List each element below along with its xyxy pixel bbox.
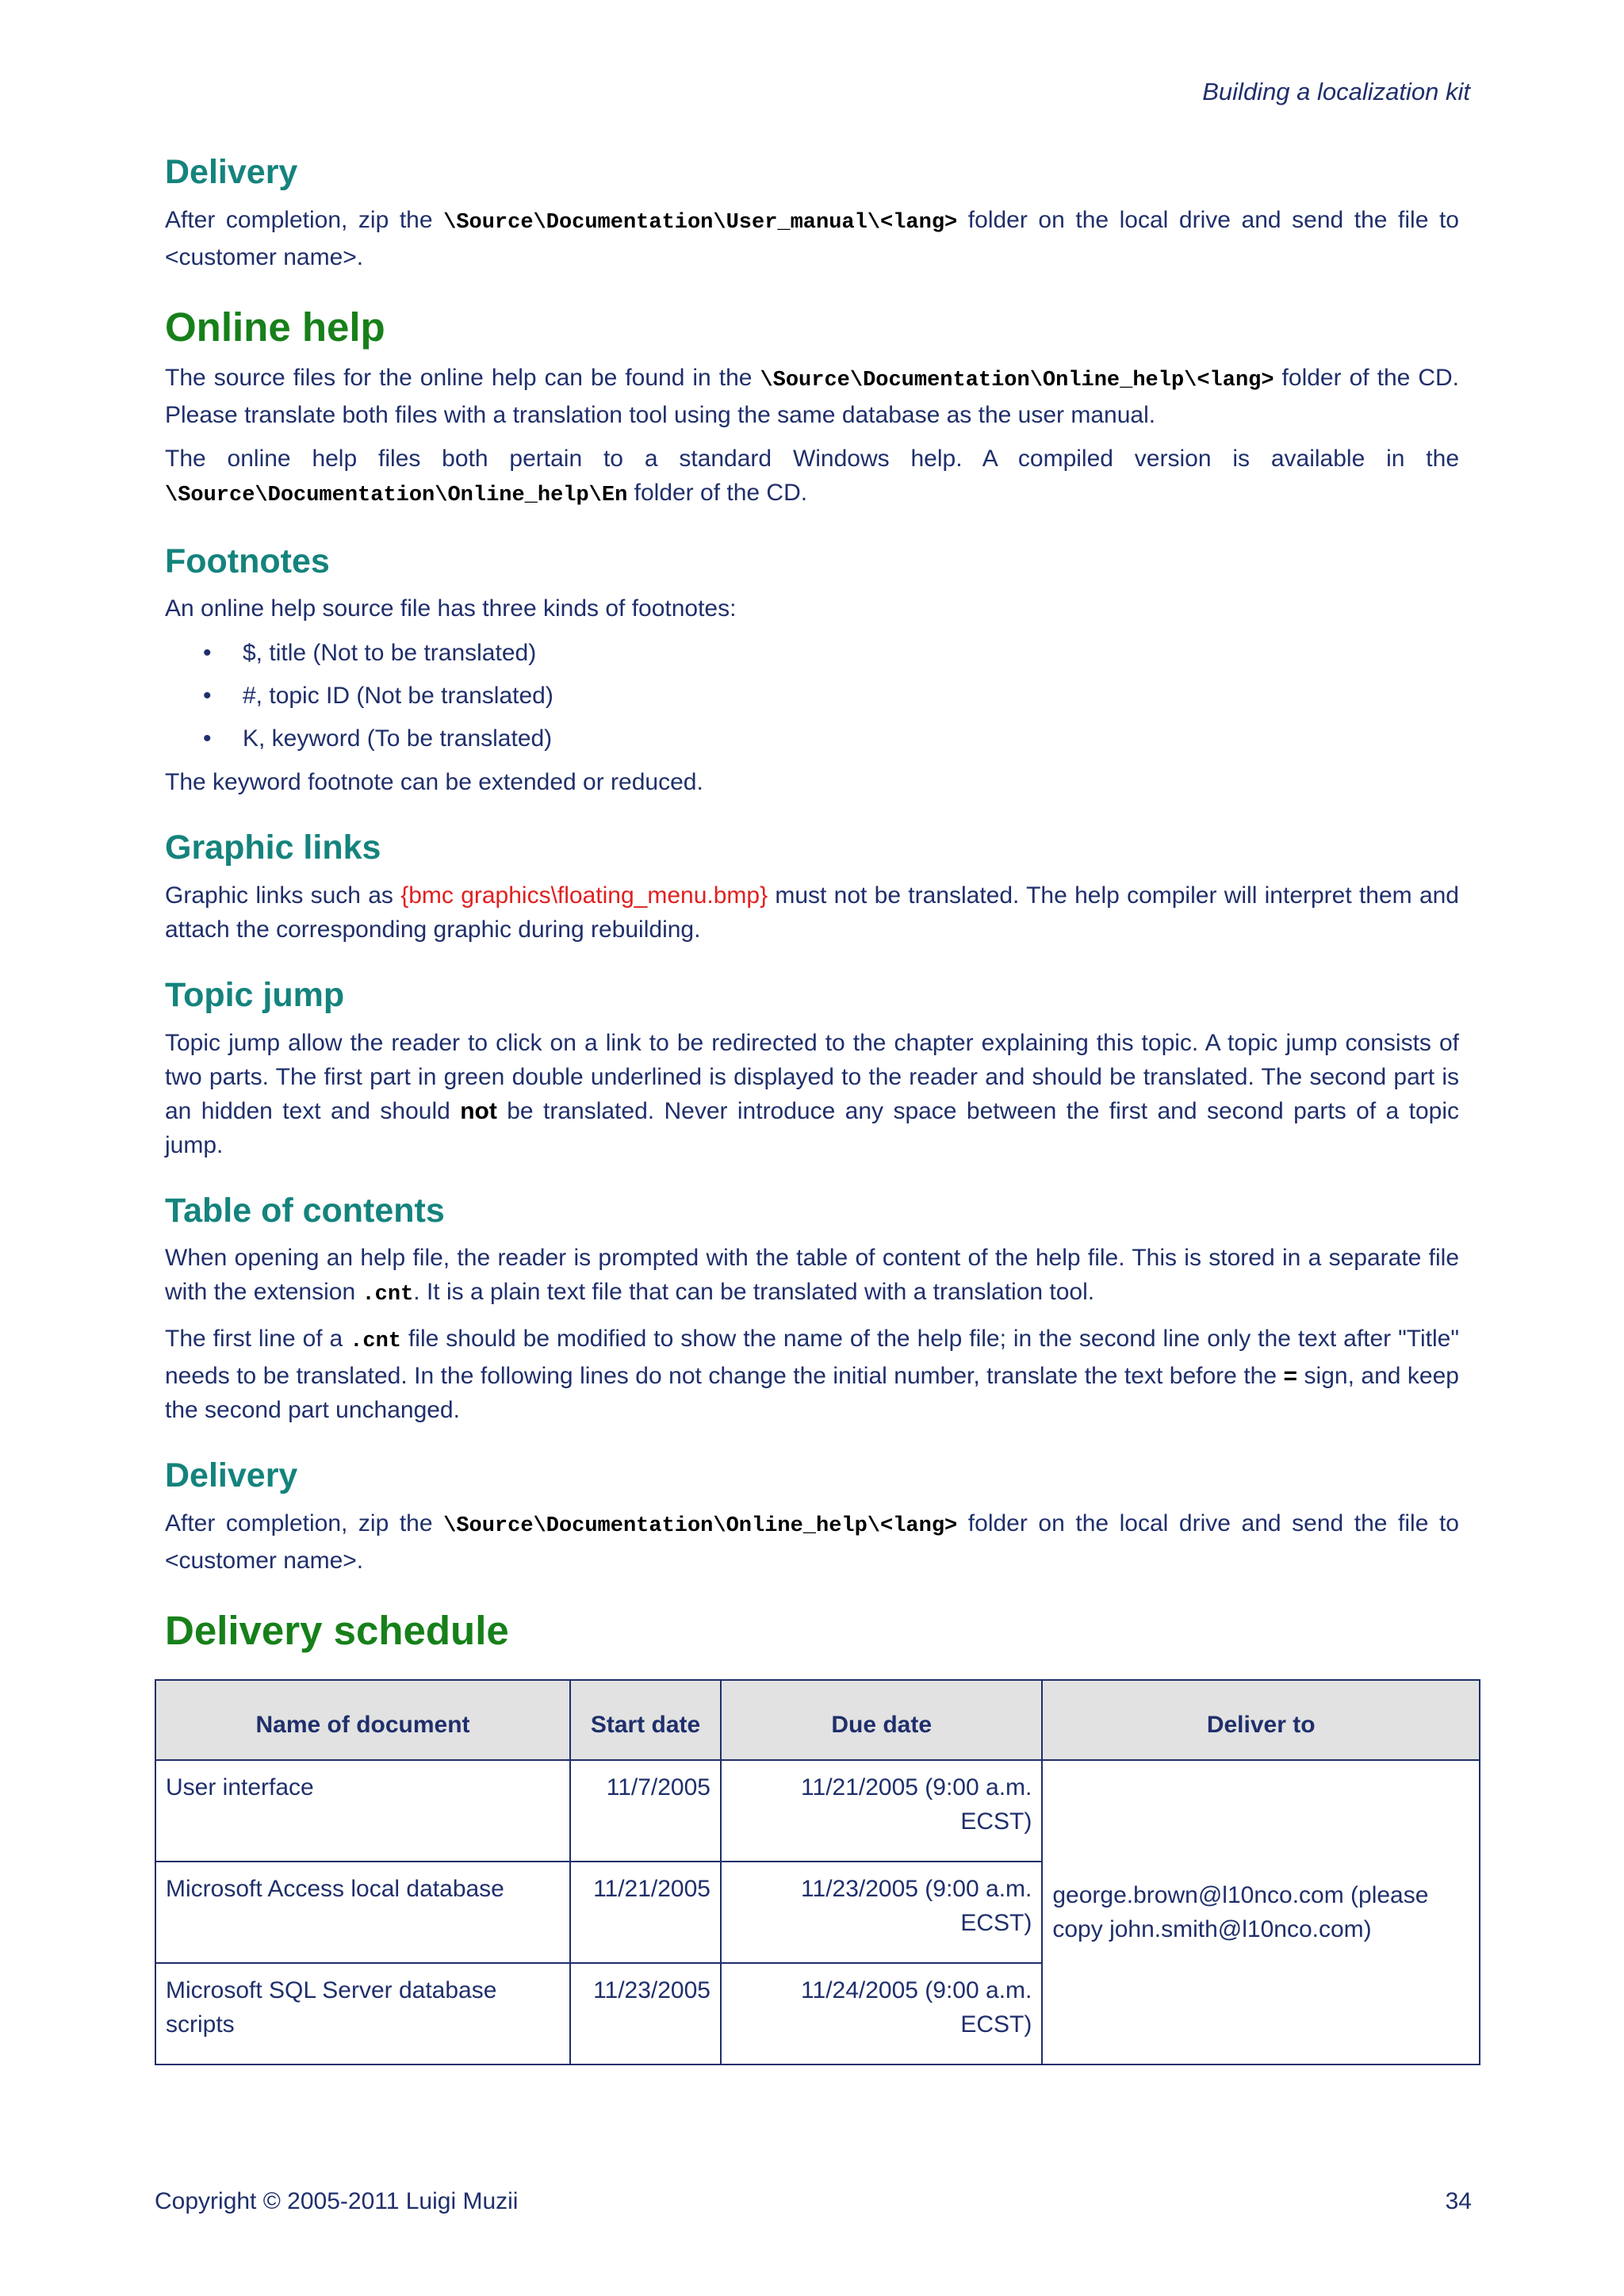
footer-copyright: Copyright © 2005-2011 Luigi Muzii — [155, 2188, 519, 2214]
heading-delivery-schedule: Delivery schedule — [165, 1607, 509, 1653]
page-content — [165, 152, 1459, 1655]
list-item: • K, keyword (To be translated) — [165, 718, 1459, 760]
footnotes-list — [165, 632, 1459, 760]
paragraph-topic-jump: Topic jump allow the reader to click on a link to be redirected to the chapter explaining this topic. A topic jump consists of two parts. The first part in green double underlined is displayed to the reader and should be translated. The second part is an hidden text and should not be translated. Never introduce any space between the first and second parts of a topic jump. — [165, 1029, 1459, 1158]
column-header: Deliver to — [1042, 1680, 1480, 1760]
table-cell: 11/24/2005 (9:00 a.m. ECST) — [721, 1963, 1042, 2064]
heading-graphic-links: Graphic links — [165, 828, 381, 867]
table-cell: 11/23/2005 — [570, 1963, 721, 2064]
table-cell: 11/21/2005 — [570, 1862, 721, 1963]
table-cell: Microsoft SQL Server database scripts — [155, 1963, 570, 2064]
heading-delivery: Delivery — [165, 153, 298, 191]
running-header: Building a localization kit — [1202, 78, 1470, 105]
heading-table-of-contents: Table of contents — [165, 1191, 445, 1230]
table-cell: User interface — [155, 1760, 570, 1862]
column-header: Start date — [570, 1680, 721, 1760]
table-cell: Microsoft Access local database — [155, 1862, 570, 1963]
heading-delivery-2: Delivery — [165, 1456, 298, 1495]
deliver-to-cell: george.brown@l10nco.com (please copy john.smith@l10nco.com) — [1042, 1760, 1480, 2064]
heading-footnotes: Footnotes — [165, 541, 330, 580]
page-number: 34 — [1445, 2188, 1472, 2214]
paragraph-delivery-2: After completion, zip the \Source\Documentation\Online_help\<lang> folder on the local drive and send the file to <customer name>. — [165, 1510, 1459, 1574]
heading-topic-jump: Topic jump — [165, 975, 345, 1014]
column-header: Due date — [721, 1680, 1042, 1760]
paragraph-online-help-2: The online help files both pertain to a standard Windows help. A compiled version is available in the \Source\Documentation\Online_help\En folder of the CD. — [165, 445, 1459, 507]
heading-online-help: Online help — [165, 304, 385, 350]
table-row — [155, 1760, 1480, 1862]
delivery-schedule-table — [155, 1679, 1480, 2065]
table-cell: 11/23/2005 (9:00 a.m. ECST) — [721, 1862, 1042, 1963]
paragraph-online-help-1: The source files for the online help can be found in the \Source\Documentation\Online_help\<lang> folder of the CD. Please translate both files with a translation tool using the same database as the user manual. — [165, 364, 1459, 428]
table-cell: 11/21/2005 (9:00 a.m. ECST) — [721, 1760, 1042, 1862]
paragraph-graphic-links: Graphic links such as {bmc graphics\floating_menu.bmp} must not be translated. The help compiler will interpret them and attach the corresponding graphic during rebuilding. — [165, 882, 1459, 943]
table-cell: 11/7/2005 — [570, 1760, 721, 1862]
table-header-row — [155, 1680, 1480, 1760]
paragraph-footnotes-outro: The keyword footnote can be extended or reduced. — [165, 769, 703, 796]
column-header: Name of document — [155, 1680, 570, 1760]
paragraph-delivery: After completion, zip the \Source\Documentation\User_manual\<lang> folder on the local drive and send the file to <customer name>. — [165, 206, 1459, 270]
paragraph-toc-2: The first line of a .cnt file should be modified to show the name of the help file; in the second line only the text after "Title" needs to be translated. In the following lines do not change the initial number, translate the text before the = sign, and keep the second part unchanged. — [165, 1326, 1459, 1424]
list-item: • #, topic ID (Not be translated) — [165, 675, 1459, 718]
paragraph-toc-1: When opening an help file, the reader is prompted with the table of content of the help file. This is stored in a separate file with the extension .cnt. It is a plain text file that can be translated with a translation tool. — [165, 1245, 1459, 1307]
list-item: • $, title (Not to be translated) — [165, 632, 1459, 675]
paragraph-footnotes-intro: An online help source file has three kinds of footnotes: — [165, 595, 737, 622]
